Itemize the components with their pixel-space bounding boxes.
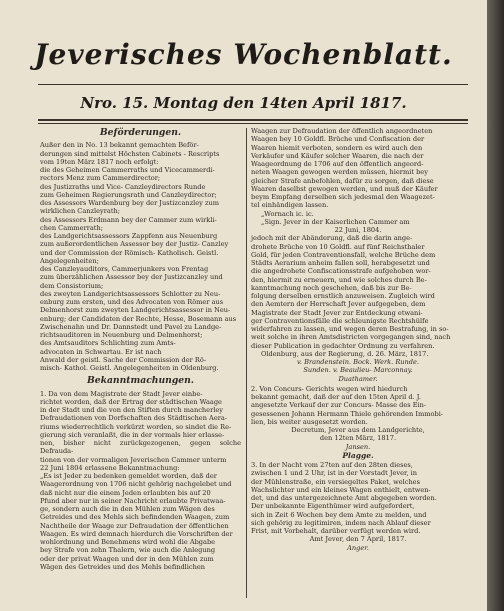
text-line: in der Stadt und die von den Stiften durch mancherley: [40, 406, 223, 414]
text-line: Waagerordnung von 1706 nicht gehörig nachgelebet und: [40, 480, 232, 489]
column-divider: [246, 128, 247, 598]
text-line: Jansen.: [345, 442, 371, 451]
right-column: [251, 127, 465, 552]
article-announcement-1-cont: [251, 127, 465, 383]
masthead-rule: [38, 84, 468, 85]
text-line: gesessenen Johann Hermann Thiele gehörenden Immobi-: [251, 409, 444, 418]
article-announcement-2: [251, 385, 465, 451]
text-line: den Aemtern der Herrschaft Jever aufgegeben, dem: [251, 300, 426, 309]
text-line: Verkäufer und Käufer solcher Waaren, die nach der: [251, 151, 424, 160]
text-line: riums wiederrechtlich verkürzt worden, so sindet die Re-: [40, 422, 232, 431]
header-rule-top: [38, 119, 468, 121]
text-line: gierung sich veranlaßt, die in der vormals hier erlasse-: [40, 430, 225, 439]
text-line: des Assessors Erdmann bey der Cammer zum wirkli-: [40, 215, 217, 224]
text-line: dem Consistorium;: [40, 281, 104, 290]
text-line: Gold, für jeden Contraventionsfall, welche Brüche dem: [251, 250, 436, 259]
article-announcement-3: [251, 461, 465, 552]
text-line: wirklichen Canzleyrath;: [40, 207, 120, 216]
text-line: v. Brandenstein. Bock. Werk. Runde.: [296, 358, 419, 366]
text-line: bekannt gemacht, daß der auf den 15ten April d. J.: [251, 393, 421, 401]
text-line: 22 Juni 1804 erlassene Bekanntmachung:: [40, 463, 180, 472]
text-line: sich gehörig zu legitimiren, indem nach Ablauf dieser: [251, 518, 431, 527]
text-line: angesetzte Verkauf der zur Concurs- Masse des Ein-: [251, 401, 427, 410]
text-line: Pfund aber nur in seiner Nachricht erlaubte Privatwaa-: [40, 496, 226, 505]
text-line: jedoch mit der Abänderung, daß die darin ange-: [251, 234, 413, 243]
masthead-title: Jeverisches Wochenblatt.: [34, 38, 453, 71]
text-line: enburg; der Candidaten der Rechte, Hesse, Bosemann aus: [40, 314, 237, 323]
text-line: 22 Juni, 1804.: [334, 226, 382, 234]
text-line: Getreides und des Mehls sich befindenden Waagen, zum: [40, 513, 230, 522]
text-line: tionen von der vormaligen Jeverischen Cammer unterm: [40, 455, 227, 464]
text-line: die angedrohete Confiscationsstrafe aufgehoben wor-: [251, 267, 431, 276]
text-line: Duathamer.: [338, 374, 378, 383]
text-line: 1. Da von dem Magistrate der Stadt Jever einbe-: [40, 389, 203, 398]
text-line: Waaren daselbst gewogen werden, und muß der Käufer: [251, 184, 438, 193]
signature: Plagge.: [342, 450, 374, 460]
issue-line: Nro. 15. Montag den 14ten April 1817.: [80, 94, 407, 112]
text-line: Städts Aerarium anheim fallen soll, herabgesetzt und: [251, 259, 430, 267]
text-line: des Canzleyauditors, Cammerjunkers von Frentag: [40, 265, 209, 273]
text-line: Waageordnung de 1706 auf den öffentlich angeord-: [251, 160, 424, 168]
text-line: wohlordnung und Benehmens wird wohl die Abgabe: [40, 538, 216, 546]
text-line: Anwald der geistl. Sache der Commission der Rö-: [40, 355, 207, 364]
text-line: Waagen bey 10 Goldfl. Brüche und Confiscation der: [251, 135, 425, 144]
text-line: den, hiermit zu erneuern, und wie solches durch Be-: [251, 275, 427, 284]
text-line: ger Contraventionsfälle die schleunigste Rechtshülfe: [251, 316, 429, 325]
text-line: Zwischenahn und Dr. Dannstedt und Pavel zu Landge-: [40, 322, 222, 331]
text-line: Wägen des Getreides und des Mehls befindlichen: [40, 562, 205, 571]
text-line: Sunden. v. Beaulieu- Marconnay.: [303, 366, 413, 375]
text-line: derungen sind mittelst Höchsten Cabinets - Rescripts: [40, 149, 220, 158]
text-line: sich in Zeit 6 Wochen bey dem Amte zu melden, und: [251, 510, 427, 519]
text-line: Waaren hiemit verboten, sondern es wird auch den: [251, 143, 423, 152]
left-column: [40, 127, 241, 571]
text-line: Anger.: [347, 543, 369, 552]
text-line: des Assessors Wardenburg bey der Justizcanzley zum: [40, 199, 219, 207]
text-line: enburg zum ersten, und des Advocaten von Römer aus: [40, 298, 224, 306]
text-line: Defraudationen von Dorfschaften des Städtischen Aera-: [40, 414, 228, 423]
text-line: Wachslichter und ein kleines Wagen enthielt, entwen-: [251, 485, 431, 494]
text-line: des zweyten Landgerichtsassessors Schlotter zu Neu-: [40, 289, 221, 298]
text-line: zwischen 1 und 2 Uhr, ist in der Vorstadt Jever, in: [251, 469, 418, 478]
text-line: Decretum, Jever aus dem Landgerichte,: [291, 426, 425, 434]
text-line: zum überzählichen Assessor bey der Justizcanzley und: [40, 273, 223, 282]
header-rule-bottom: [38, 123, 468, 124]
text-line: Außer den in No. 13 bekannt gemachten Beför-: [40, 141, 199, 150]
text-line: widerfahren zu lassen, und wegen deren Bestrafung, in so-: [251, 325, 449, 333]
text-line: Nachtheile der Waage zur Defraudation der öffentlichen: [40, 521, 229, 530]
section-heading: Bekanntmachungen.: [87, 375, 194, 387]
text-line: neten Waagen gewogen werden müssen, hiermit bey: [251, 168, 428, 177]
text-line: 3. In der Nacht vom 27ten auf den 28ten dieses,: [251, 461, 413, 469]
text-line: „Es ist Jeder zu bedenken gemeldet worden, daß der: [40, 472, 217, 480]
text-line: zum außerordentlichen Assessor bey der Justiz- Canzley: [40, 240, 229, 249]
section-heading: Beförderungen.: [99, 127, 182, 138]
text-line: 2. Von Concurs- Gerichts wegen wird hiedurch: [251, 384, 408, 393]
text-line: „Wornach ic. ic.: [261, 209, 314, 218]
text-line: des Landgerichtsassessors Zappfenn aus Neuenburg: [40, 232, 218, 240]
text-line: des Justizraths und Vice- Canzleydirectors Runde: [40, 182, 206, 191]
text-line: daß nicht nur die einem Jeden erlaubten bis auf 20: [40, 488, 211, 497]
text-line: drohete Brüche von 10 Goldfl. auf fünf Reichsthaler: [251, 242, 425, 251]
text-line: misch- Kathol. Geistl. Angelegenheiten in Oldenburg.: [40, 364, 219, 372]
text-line: bey Strafe von zehn Thalern, wie auch die Anlegung: [40, 546, 216, 555]
text-line: lien, bis weiter ausgesetzt worden.: [251, 417, 368, 426]
text-line: und der Commission der Römisch- Katholisch. Geistl.: [40, 248, 219, 257]
text-line: Angelegenheiten;: [40, 256, 99, 265]
text-line: Magistrate der Stadt Jever zur Entdeckung etwani-: [251, 308, 423, 317]
text-line: den 12ten März, 1817.: [319, 434, 397, 443]
text-line: beym Empfang derselben sich jedesmal den Waagezet-: [251, 193, 435, 201]
text-line: Oldenburg, aus der Regierung, d. 26. März, 1817.: [261, 349, 429, 358]
text-line: des Amtsauditors Schlichting zum Amts-: [40, 339, 176, 348]
text-line: „Sign. Jever in der Kaiserlichen Cammer am: [261, 217, 410, 226]
text-line: zum Geheimen Regierungsrath und Canzleydirector;: [40, 190, 217, 199]
text-line: der Mühlenstraße, ein versiegeltes Paket, welches: [251, 477, 420, 486]
text-line: det, und das untergezeichnete Amt abgegeben worden.: [251, 494, 437, 502]
text-line: rectors Menz zum Cammerdirector;: [40, 174, 161, 183]
text-line: vom 19ten März 1817 noch erfolgt:: [40, 157, 159, 166]
text-line: advocaten in Schwartau. Er ist nach: [40, 347, 162, 356]
text-line: die des Geheimen Cammerraths und Vicecammerdi-: [40, 166, 215, 174]
text-line: Frist, mit Vorbehalt, darüber verfügt werden wird.: [251, 527, 421, 535]
text-line: Delmenhorst zum zweyten Landgerichtsassessor in Neu-: [40, 306, 231, 315]
text-line: richtsauditoren in Neuenburg und Delmenhorst;: [40, 331, 203, 339]
text-line: folgung derselben ernstlich anzuweisen. Zugleich wird: [251, 292, 435, 300]
text-line: oder der privat Waagen und der in den Mühlen zum: [40, 554, 214, 563]
text-line: Amt Jever, den 7 April, 1817.: [309, 535, 407, 544]
article-promotions: [40, 141, 241, 372]
text-line: dieser Publication in gedachter Ordnung zu verfahren.: [251, 341, 435, 350]
text-line: gleicher Strafe anbefohlen, dafür zu sorgen, daß diese: [251, 176, 434, 185]
text-line: kanntmachung noch geschehen, daß bis zur Be-: [251, 283, 412, 292]
text-line: tel einhändigen lassen.: [251, 201, 329, 210]
text-line: weit solche in ihren Amtsdistricten vorgegangen sind, nach: [251, 333, 451, 342]
text-line: nen, bisher nicht zurückgezogenen, gegen solche Defrauda-: [40, 439, 241, 456]
page-edge-shadow: [487, 0, 504, 611]
article-announcement-1: [40, 390, 241, 572]
text-line: Waagen. Es wird demnach hierdurch die Vorschriften der: [40, 529, 233, 538]
text-line: Waagen zur Defraudation der öffentlich angeordneten: [251, 127, 433, 135]
text-line: Der unbekannte Eigenthümer wird aufgefordert,: [251, 502, 415, 511]
text-line: richtet worden, daß der Ertrag der städtischen Waage: [40, 397, 222, 406]
text-line: ge, sondern auch die in den Mühlen zum Wägen des: [40, 505, 215, 513]
text-line: chen Cammerrath;: [40, 223, 103, 232]
